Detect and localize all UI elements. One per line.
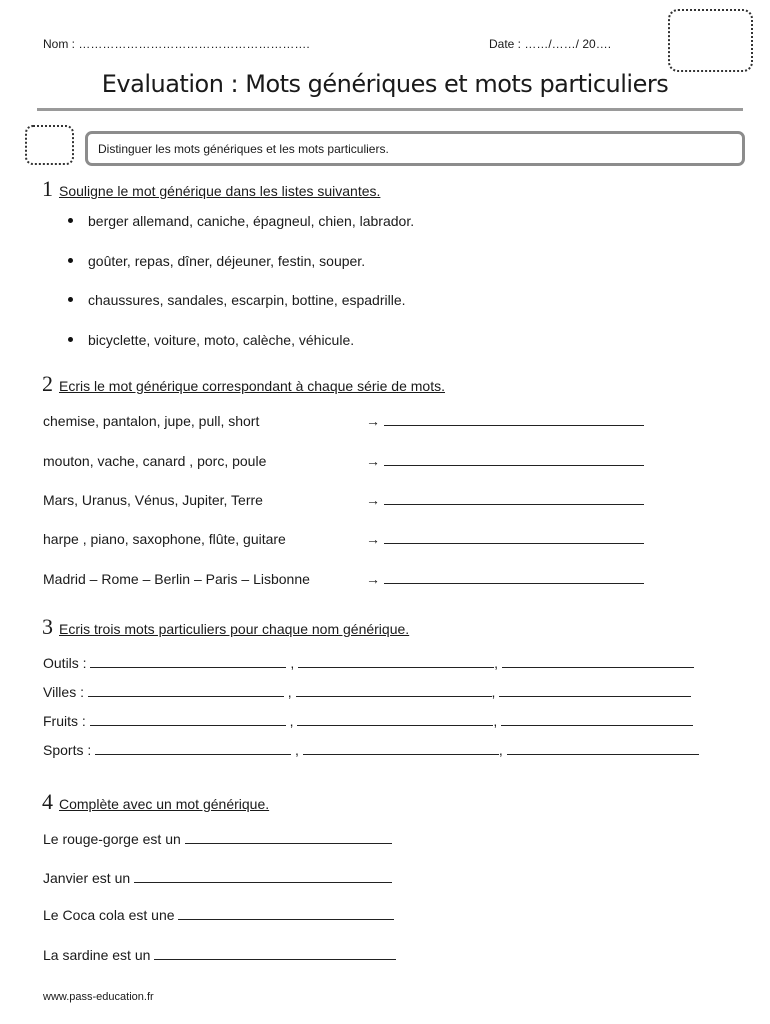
section-2-instruction: Ecris le mot générique correspondant à chaque série de mots.: [59, 378, 445, 394]
answer-blank[interactable]: [178, 907, 394, 920]
footer-website: www.pass-education.fr: [43, 991, 154, 1003]
comma: ,: [498, 742, 503, 758]
series-words: chemise, pantalon, jupe, pull, short: [43, 413, 260, 429]
list-item-text: goûter, repas, dîner, déjeuner, festin, souper.: [88, 253, 366, 269]
list-item: [68, 292, 406, 308]
series-words: mouton, vache, canard , porc, poule: [43, 453, 267, 469]
section-3-number: 3: [42, 614, 53, 639]
generic-noun-label: Outils :: [43, 655, 87, 671]
answer-blank[interactable]: [298, 655, 494, 668]
answer-blank[interactable]: [499, 684, 691, 697]
answer-blank[interactable]: [134, 870, 392, 883]
answer-blank[interactable]: [384, 413, 644, 426]
answer-blank[interactable]: [507, 742, 699, 755]
arrow-icon: →: [366, 413, 380, 429]
list-item-text: bicyclette, voiture, moto, calèche, véhicule.: [88, 332, 355, 348]
answer-blank[interactable]: [501, 713, 693, 726]
generic-noun-label: Sports :: [43, 742, 92, 758]
score-box: [668, 9, 753, 72]
section-3-instruction: Ecris trois mots particuliers pour chaque nom générique.: [59, 621, 410, 637]
section-4-instruction: Complète avec un mot générique.: [59, 796, 270, 812]
answer-blank[interactable]: [296, 684, 492, 697]
comma: ,: [290, 655, 295, 671]
answer-line[interactable]: [366, 571, 644, 587]
sentence-text: La sardine est un: [43, 947, 151, 963]
fill-sentence: [43, 870, 392, 886]
fill-sentence: [43, 947, 396, 963]
sentence-text: Janvier est un: [43, 870, 131, 886]
answer-blank[interactable]: [154, 947, 396, 960]
list-item: [68, 332, 354, 348]
answer-blank[interactable]: [88, 684, 284, 697]
section-1-number: 1: [42, 176, 53, 201]
name-field-label: Nom : ………………………………………………….: [43, 37, 310, 51]
answer-blank[interactable]: [95, 742, 291, 755]
section-4-number: 4: [42, 789, 53, 814]
list-item: [68, 253, 365, 269]
bullet-icon: [68, 337, 73, 342]
title-underline: [37, 108, 743, 111]
answer-blank[interactable]: [384, 571, 644, 584]
page-title: Evaluation : Mots génériques et mots particuliers: [101, 70, 669, 98]
answer-blank[interactable]: [297, 713, 493, 726]
series-words: Madrid – Rome – Berlin – Paris – Lisbonne: [43, 571, 310, 587]
answer-blank[interactable]: [502, 655, 694, 668]
series-words: Mars, Uranus, Vénus, Jupiter, Terre: [43, 492, 263, 508]
section-2-number: 2: [42, 371, 53, 396]
answer-blank[interactable]: [90, 655, 286, 668]
generic-noun-row: [43, 655, 694, 671]
answer-blank[interactable]: [384, 492, 644, 505]
objective-box: [85, 131, 745, 166]
answer-line[interactable]: [366, 531, 644, 547]
answer-blank[interactable]: [384, 531, 644, 544]
arrow-icon: →: [366, 571, 380, 587]
answer-line[interactable]: [366, 453, 644, 469]
comma: ,: [295, 742, 299, 758]
arrow-icon: →: [366, 531, 380, 547]
comma: ,: [287, 684, 292, 700]
bullet-icon: [68, 297, 73, 302]
section-3-heading: [42, 614, 409, 640]
answer-blank[interactable]: [185, 831, 392, 844]
arrow-icon: →: [366, 492, 380, 508]
section-1-instruction: Souligne le mot générique dans les listes suivantes.: [59, 183, 381, 199]
comma: ,: [493, 713, 498, 729]
section-4-heading: [42, 789, 269, 815]
generic-noun-label: Fruits :: [43, 713, 86, 729]
generic-noun-row: [43, 742, 699, 758]
sentence-text: Le Coca cola est une: [43, 907, 175, 923]
fill-sentence: [43, 907, 394, 923]
section-1-heading: [42, 176, 380, 202]
fill-sentence: [43, 831, 392, 847]
bullet-icon: [68, 218, 73, 223]
list-item-text: berger allemand, caniche, épagneul, chien, labrador.: [88, 213, 415, 229]
answer-line[interactable]: [366, 492, 644, 508]
comma: ,: [289, 713, 294, 729]
date-field-label: Date : ……/……/ 20….: [489, 37, 612, 51]
comma: ,: [491, 684, 496, 700]
answer-blank[interactable]: [90, 713, 286, 726]
answer-line[interactable]: [366, 413, 644, 429]
answer-blank[interactable]: [303, 742, 499, 755]
list-item: [68, 213, 414, 229]
generic-noun-row: [43, 713, 693, 729]
generic-noun-row: [43, 684, 691, 700]
objective-text: Distinguer les mots génériques et les mots particuliers.: [98, 142, 389, 156]
arrow-icon: →: [366, 453, 380, 469]
answer-blank[interactable]: [384, 453, 644, 466]
section-2-heading: [42, 371, 445, 397]
bullet-icon: [68, 258, 73, 263]
list-item-text: chaussures, sandales, escarpin, bottine, espadrille.: [88, 292, 406, 308]
competence-box: [25, 125, 74, 165]
series-words: harpe , piano, saxophone, flûte, guitare: [43, 531, 286, 547]
comma: ,: [494, 655, 499, 671]
generic-noun-label: Villes :: [43, 684, 84, 700]
sentence-text: Le rouge-gorge est un: [43, 831, 181, 847]
